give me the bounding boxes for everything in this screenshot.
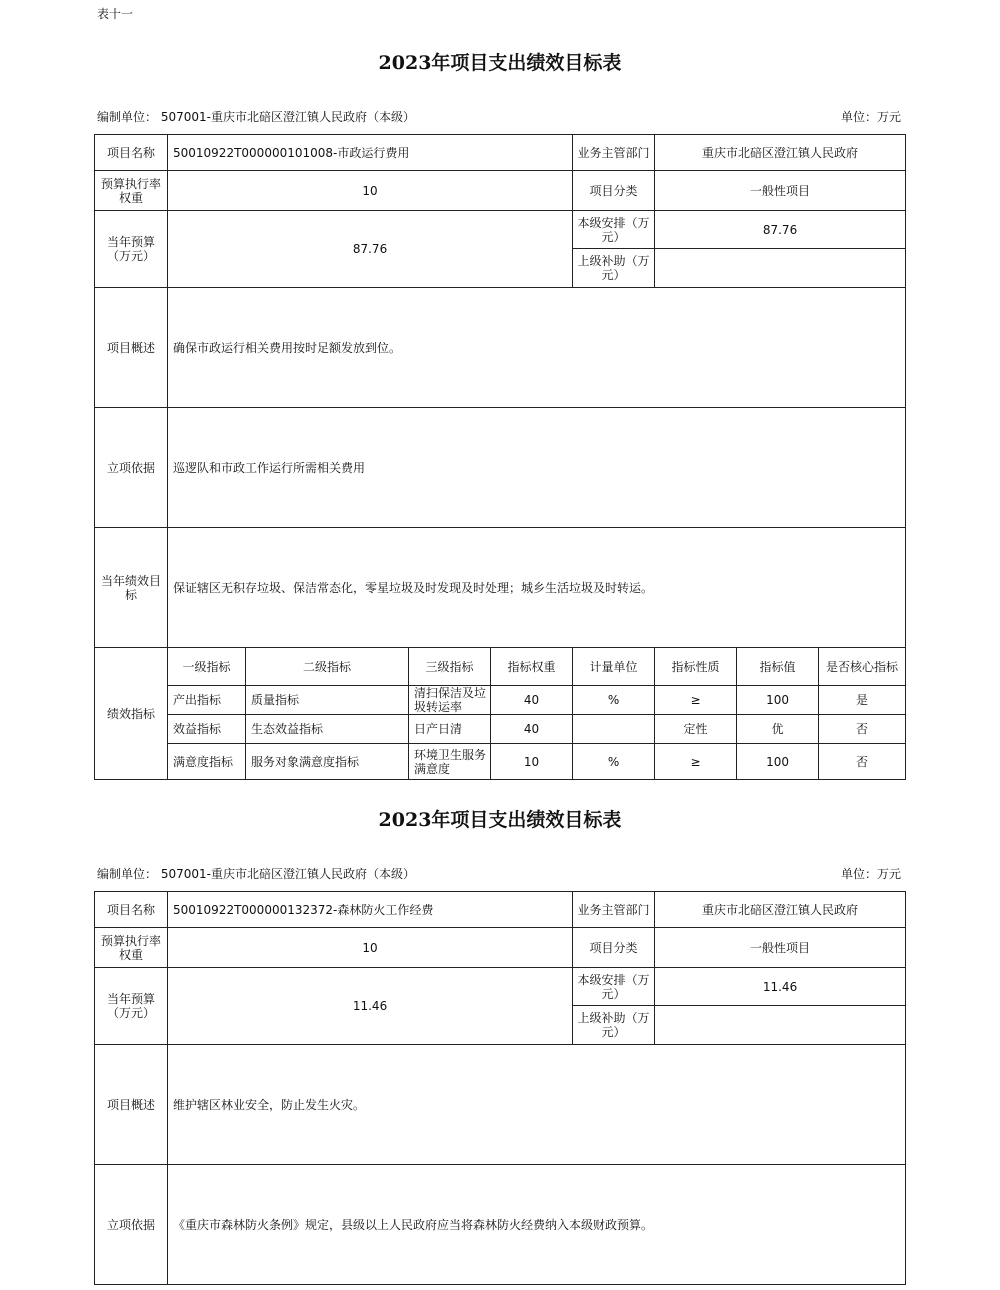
indicator-header: 计量单位	[573, 648, 655, 686]
indicator-cell: ≥	[655, 686, 737, 715]
label-overview: 项目概述	[95, 1045, 168, 1165]
value-overview: 确保市政运行相关费用按时足额发放到位。	[168, 288, 906, 408]
label-local: 本级安排（万元）	[573, 211, 655, 249]
info-row	[97, 865, 905, 882]
performance-table	[94, 134, 906, 780]
value-basis: 《重庆市森林防火条例》规定，县级以上人民政府应当将森林防火经费纳入本级财政预算。	[168, 1165, 906, 1285]
label-project-name: 项目名称	[95, 135, 168, 171]
value-project-name: 50010922T000000101008-市政运行费用	[168, 135, 573, 171]
indicator-cell: 日产日清	[409, 715, 491, 744]
value-weight: 10	[168, 171, 573, 211]
indicator-cell: 环境卫生服务满意度	[409, 744, 491, 780]
label-weight: 预算执行率权重	[95, 171, 168, 211]
indicator-row	[95, 686, 906, 715]
compiler-value: 507001-重庆市北碚区澄江镇人民政府（本级）	[160, 867, 415, 881]
indicator-cell: 效益指标	[168, 715, 246, 744]
label-indicators: 绩效指标	[95, 648, 168, 780]
indicator-header: 指标性质	[655, 648, 737, 686]
indicator-cell: 40	[491, 686, 573, 715]
label-basis: 立项依据	[95, 408, 168, 528]
indicator-cell: %	[573, 744, 655, 780]
value-local: 87.76	[655, 211, 906, 249]
sheet-title: 2023年项目支出绩效目标表	[378, 809, 622, 831]
indicator-cell: 是	[819, 686, 906, 715]
sheet-title: 2023年项目支出绩效目标表	[378, 52, 622, 74]
label-goal: 当年绩效目标	[95, 528, 168, 648]
value-basis: 巡逻队和市政工作运行所需相关费用	[168, 408, 906, 528]
value-weight: 10	[168, 928, 573, 968]
compiler-label: 编制单位：	[97, 110, 158, 124]
indicator-cell	[573, 715, 655, 744]
indicator-header: 指标值	[737, 648, 819, 686]
value-project-name: 50010922T000000132372-森林防火工作经费	[168, 892, 573, 928]
indicator-row	[95, 715, 906, 744]
value-budget: 87.76	[168, 211, 573, 288]
compiler-value: 507001-重庆市北碚区澄江镇人民政府（本级）	[160, 110, 415, 124]
indicator-header: 一级指标	[168, 648, 246, 686]
indicator-cell: 满意度指标	[168, 744, 246, 780]
value-category: 一般性项目	[655, 928, 906, 968]
performance-table	[94, 891, 906, 1285]
money-unit: 单位：万元	[840, 110, 901, 124]
indicator-cell: 清扫保洁及垃圾转运率	[409, 686, 491, 715]
label-basis: 立项依据	[95, 1165, 168, 1285]
indicator-cell: 优	[737, 715, 819, 744]
label-dept: 业务主管部门	[573, 135, 655, 171]
indicator-row	[95, 744, 906, 780]
indicator-cell: ≥	[655, 744, 737, 780]
money-unit: 单位：万元	[840, 867, 901, 881]
label-category: 项目分类	[573, 171, 655, 211]
label-dept: 业务主管部门	[573, 892, 655, 928]
label-superior: 上级补助（万元）	[573, 249, 655, 288]
label-budget: 当年预算（万元）	[95, 968, 168, 1045]
compiler-label: 编制单位：	[97, 867, 158, 881]
indicator-cell: 否	[819, 715, 906, 744]
indicator-cell: 40	[491, 715, 573, 744]
value-category: 一般性项目	[655, 171, 906, 211]
info-row	[97, 108, 905, 125]
label-budget: 当年预算（万元）	[95, 211, 168, 288]
indicator-cell: 生态效益指标	[246, 715, 409, 744]
value-local: 11.46	[655, 968, 906, 1006]
label-project-name: 项目名称	[95, 892, 168, 928]
value-superior	[655, 249, 906, 288]
label-overview: 项目概述	[95, 288, 168, 408]
label-superior: 上级补助（万元）	[573, 1006, 655, 1045]
indicator-cell: 定性	[655, 715, 737, 744]
value-superior	[655, 1006, 906, 1045]
indicator-cell: 10	[491, 744, 573, 780]
value-goal: 保证辖区无积存垃圾、保洁常态化，零星垃圾及时发现及时处理；城乡生活垃圾及时转运。	[168, 528, 906, 648]
value-dept: 重庆市北碚区澄江镇人民政府	[655, 135, 906, 171]
label-weight: 预算执行率权重	[95, 928, 168, 968]
indicator-cell: 100	[737, 686, 819, 715]
indicator-cell: 100	[737, 744, 819, 780]
indicator-header: 指标权重	[491, 648, 573, 686]
indicator-cell: 产出指标	[168, 686, 246, 715]
label-local: 本级安排（万元）	[573, 968, 655, 1006]
indicator-cell: 质量指标	[246, 686, 409, 715]
value-dept: 重庆市北碚区澄江镇人民政府	[655, 892, 906, 928]
indicator-header: 是否核心指标	[819, 648, 906, 686]
indicator-header: 二级指标	[246, 648, 409, 686]
page-tag: 表十一	[97, 7, 134, 21]
value-overview: 维护辖区林业安全，防止发生火灾。	[168, 1045, 906, 1165]
indicator-cell: 服务对象满意度指标	[246, 744, 409, 780]
indicator-cell: 否	[819, 744, 906, 780]
indicator-cell: %	[573, 686, 655, 715]
indicator-header: 三级指标	[409, 648, 491, 686]
value-budget: 11.46	[168, 968, 573, 1045]
label-category: 项目分类	[573, 928, 655, 968]
